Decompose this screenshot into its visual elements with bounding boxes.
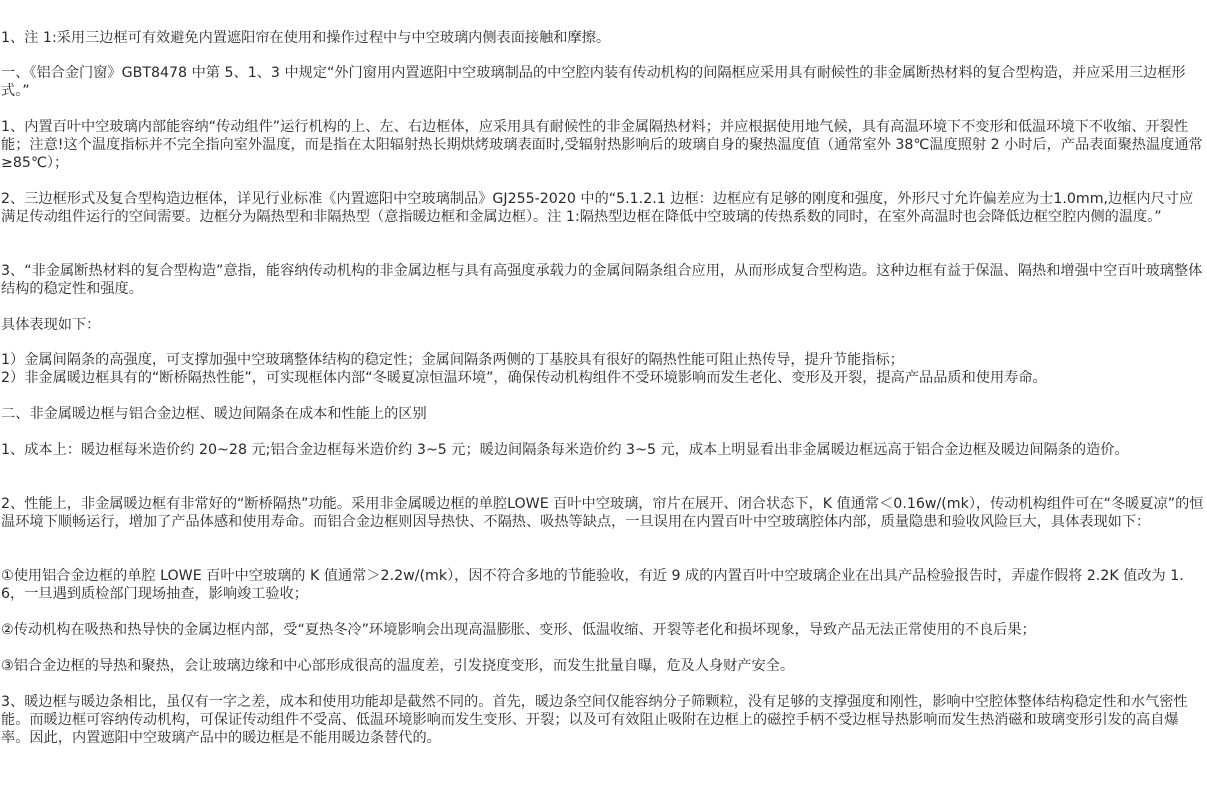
paragraph-point-1: ①使用铝合金边框的单腔 LOWE 百叶中空玻璃的 K 值通常＞2.2w/(mk），因不符合多地的节能验收，有近 9 成的内置百叶中空玻璃企业在出具产品检验报告时，弄虚作假将 2.2K 值改为 1.6，一旦遇到质检部门现场抽查，影响竣工验收； (1, 568, 1184, 602)
paragraph-item-2-three-frame: 2、三边框形式及复合型构造边框体，详见行业标准《内置遮阳中空玻璃制品》GJ255-2020 中的“5.1.2.1 边框：边框应有足够的刚度和强度，外形尺寸允许偏差应为士1.0mm,边框内尺寸应满足传动组件运行的空间需要。边框分为隔热型和非隔热型（意指暖边框和金属边框）。注 1:隔热型边框在降低中空玻璃的传热系数的同时，在室外高温时也会降低边框空腔内侧的温度。” (1, 191, 1194, 225)
paragraph-performance: 2、性能上，非金属暖边框有非常好的“断桥隔热”功能。采用非金属暖边框的单腔LOWE 百叶中空玻璃，帘片在展开、闭合状态下，K 值通常＜0.16w/(mk），传动机构组件可在“冬暖夏凉”的恒温环境下顺畅运行，增加了产品体感和使用寿命。而铝合金边框则因导热快、不隔热、吸热等缺点，一旦误用在内置百叶中空玻璃腔体内部，质量隐患和验收风险巨大，具体表现如下： (1, 496, 1204, 530)
paragraph-cost: 1、成本上：暖边框每米造价约 20~28 元;铝合金边框每米造价约 3~5 元；暖边间隔条每米造价约 3~5 元，成本上明显看出非金属暖边框远高于铝合金边框及暖边间隔条的造价。 (1, 442, 1129, 458)
paragraph-detail-2: 2）非金属暖边框具有的“断桥隔热性能”，可实现框体内部“冬暖夏凉恒温环境”，确保传动机构组件不受环境影响而发生老化、变形及开裂，提高产品品质和使用寿命。 (1, 370, 1047, 386)
paragraph-section-2-heading: 二、非金属暖边框与铝合金边框、暖边间隔条在成本和性能上的区别 (1, 406, 427, 422)
paragraph-detail-1: 1）金属间隔条的高强度，可支撑加强中空玻璃整体结构的稳定性；金属间隔条两侧的丁基胶具有很好的隔热性能可阻止热传导，提升节能指标； (1, 352, 904, 368)
paragraph-item-1-frame-material: 1、内置百叶中空玻璃内部能容纳“传动组件”运行机构的上、左、右边框体，应采用具有耐候性的非金属隔热材料；并应根据使用地气候，具有高温环境下不变形和低温环境下不收缩、开裂性能；注意!这个温度指标并不完全指向室外温度，而是指在太阳辐射热长期烘烤玻璃表面时,受辐射热影响后的玻璃自身的聚热温度值（通常室外 38℃温度照射 2 小时后，产品表面聚热温度通常≥85℃）； (1, 119, 1203, 171)
paragraph-point-2: ②传动机构在吸热和热导快的金属边框内部，受“夏热冬冷”环境影响会出现高温膨胀、变形、低温收缩、开裂等老化和损坏现象，导致产品无法正常使用的不良后果； (1, 622, 1036, 638)
paragraph-note-1: 1、注 1:采用三边框可有效避免内置遮阳帘在使用和操作过程中与中空玻璃内侧表面接触和摩擦。 (1, 30, 611, 46)
paragraph-details-heading: 具体表现如下： (1, 317, 101, 333)
paragraph-item-3-composite: 3、“非金属断热材料的复合型构造”意指，能容纳传动机构的非金属边框与具有高强度承载力的金属间隔条组合应用，从而形成复合型构造。这种边框有益于保温、隔热和增强中空百叶玻璃整体结构的稳定性和强度。 (1, 263, 1203, 297)
paragraph-point-3: ③铝合金边框的导热和聚热，会让玻璃边缘和中心部形成很高的温度差，引发挠度变形，而发生批量自曝，危及人身财产安全。 (1, 658, 795, 674)
paragraph-section-1-standard: 一、《铝合金门窗》GBT8478 中第 5、1、3 中规定“外门窗用内置遮阳中空玻璃制品的中空腔内装有传动机构的间隔框应采用具有耐候性的非金属断热材料的复合型构造，并应采用三边框形式。” (1, 65, 1186, 99)
paragraph-comparison: 3、暖边框与暖边条相比，虽仅有一字之差，成本和使用功能却是截然不同的。首先，暖边条空间仅能容纳分子筛颗粒，没有足够的支撑强度和刚性，影响中空腔体整体结构稳定性和水气密性能。而暖边框可容纳传动机构，可保证传动组件不受高、低温环境影响而发生变形、开裂；以及可有效阻止吸附在边框上的磁控手柄不受边框导热影响而发生热消磁和玻璃变形引发的高自爆率。因此，内置遮阳中空玻璃产品中的暖边框是不能用暖边条替代的。 (1, 694, 1188, 746)
